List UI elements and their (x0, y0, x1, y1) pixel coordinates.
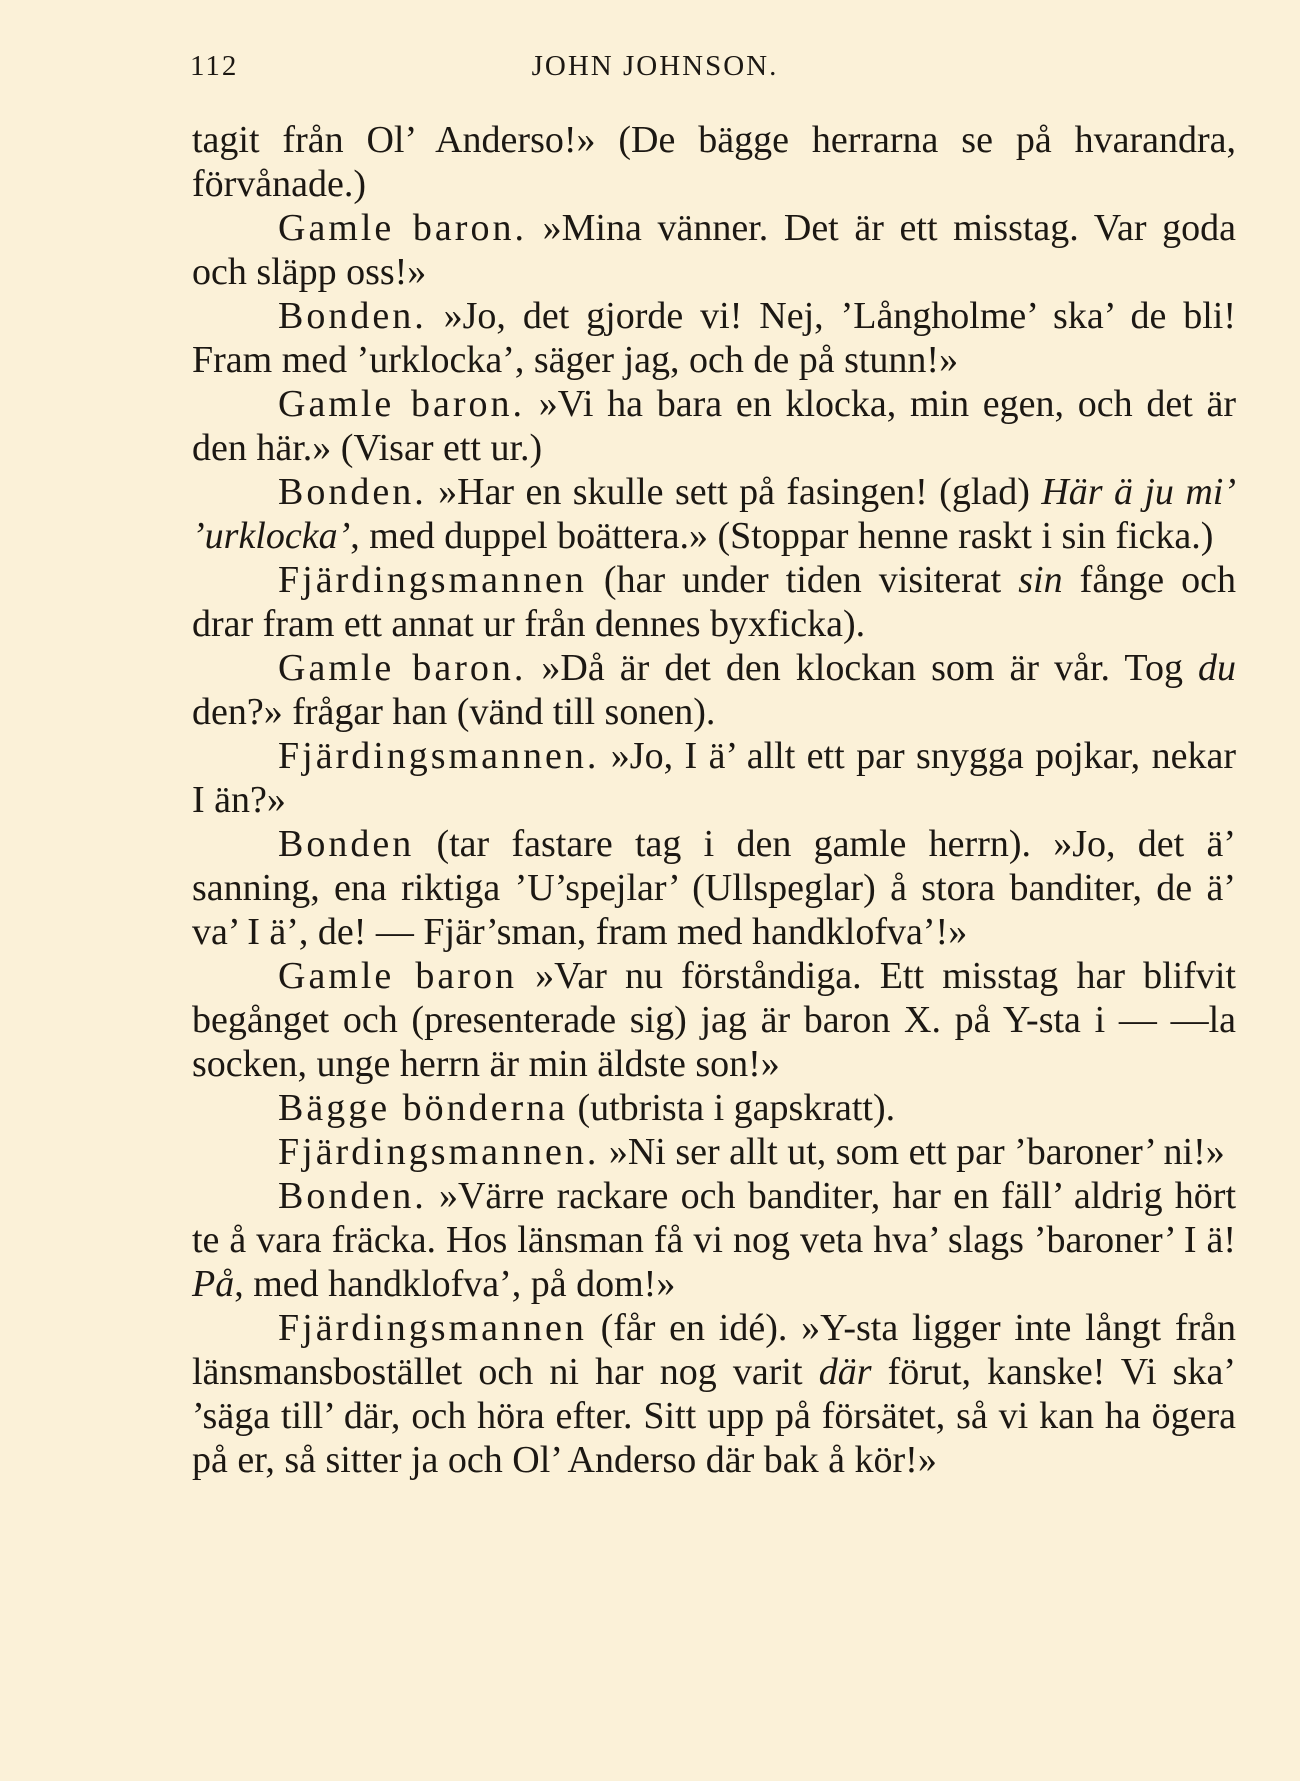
text-segment: den?» frågar han (vänd till sonen). (192, 691, 716, 733)
paragraph (192, 1306, 1236, 1482)
text-segment: (tar fastare tag i den gamle herrn). »Jo, det ä’ sanning, ena riktiga ’U’spejlar’ (Ullspeglar) å stora banditer, de ä’ va’ I ä’, de! — Fjär’sman, fram med handklofva’!» (192, 823, 1236, 953)
paragraph (192, 382, 1236, 470)
text-segment: (har under tiden visiterat (586, 559, 1019, 601)
text-segment: (får en idé). »Y-sta ligger inte långt från länsmansbostället och ni har nog varit (192, 1307, 1236, 1393)
paragraph (192, 822, 1236, 954)
speaker-name: Bonden. (278, 295, 427, 337)
italic-text: Här ä ju mi’ ’urklocka’ (192, 471, 1236, 557)
text-segment: (utbrista i gapskratt). (567, 1087, 896, 1129)
text-segment: förut, kanske! Vi ska’ ’säga till’ där, och höra efter. Sitt upp på försätet, så vi kan ha ögera på er, så sitter ja och Ol’ Anderso där bak å kör!» (192, 1351, 1236, 1481)
italic-text: På (192, 1263, 235, 1305)
paragraph (192, 206, 1236, 294)
italic-text: du (1198, 647, 1237, 689)
speaker-name: Fjärdingsmannen (278, 1307, 587, 1349)
speaker-name: Bägge bönderna (278, 1087, 568, 1129)
speaker-name: Bonden. (278, 1175, 427, 1217)
page-number: 112 (190, 50, 239, 82)
italic-text: sin (1018, 559, 1063, 601)
italic-text: där (818, 1351, 872, 1393)
speaker-name: Fjärdingsmannen. (278, 1131, 600, 1173)
paragraph (192, 954, 1236, 1086)
paragraph (192, 558, 1236, 646)
text-segment: »Värre rackare och banditer, har en fäll’ aldrig hört te å vara fräcka. Hos länsman få vi nog veta hva’ slags ’baroner’ I ä! (192, 1175, 1236, 1261)
body-text (192, 118, 1236, 1482)
paragraph (192, 1130, 1236, 1174)
paragraph (192, 734, 1236, 822)
paragraph (192, 1086, 1236, 1130)
text-segment: »Vi ha bara en klocka, min egen, och det är den här.» (Visar ett ur.) (192, 383, 1236, 469)
speaker-name: Bonden. (278, 471, 427, 513)
paragraph (192, 294, 1236, 382)
text-segment: »Ni ser allt ut, som ett par ’baroner’ ni!» (599, 1131, 1225, 1173)
paragraph (192, 470, 1236, 558)
speaker-name: Fjärdingsmannen. (278, 735, 600, 777)
text-segment: »Jo, I ä’ allt ett par snygga pojkar, nekar I än?» (192, 735, 1236, 821)
text-segment: »Har en skulle sett på fasingen! (glad) (426, 471, 1042, 513)
text-segment: »Var nu förståndiga. Ett misstag har blifvit begånget och (presenterade sig) jag är baron X. på Y-sta i — —la socken, unge herrn är min äldste son!» (192, 955, 1236, 1085)
speaker-name: Gamle baron. (278, 207, 527, 249)
speaker-name: Gamle baron. (278, 647, 527, 689)
page-header (190, 50, 1120, 90)
text-segment: fånge och drar fram ett annat ur från dennes byxficka). (192, 559, 1236, 645)
text-segment: , med handklofva’, på dom!» (234, 1263, 676, 1305)
text-segment: , med duppel boättera.» (Stoppar henne raskt i sin ficka.) (350, 515, 1214, 557)
text-segment: tagit från Ol’ Anderso!» (De bägge herrarna se på hvarandra, förvånade.) (192, 119, 1236, 205)
text-segment: »Jo, det gjorde vi! Nej, ’Långholme’ ska’ de bli! Fram med ’urklocka’, säger jag, och de på stunn!» (192, 295, 1236, 381)
paragraph (192, 118, 1236, 206)
paragraph (192, 1174, 1236, 1306)
paragraph (192, 646, 1236, 734)
text-segment: »Mina vänner. Det är ett misstag. Var goda och släpp oss!» (192, 207, 1236, 293)
text-segment: »Då är det den klockan som är vår. Tog (526, 647, 1199, 689)
speaker-name: Bonden (278, 823, 415, 865)
running-title: JOHN JOHNSON. (531, 50, 779, 82)
speaker-name: Gamle baron. (278, 383, 526, 425)
speaker-name: Fjärdingsmannen (278, 559, 587, 601)
speaker-name: Gamle baron (278, 955, 517, 997)
